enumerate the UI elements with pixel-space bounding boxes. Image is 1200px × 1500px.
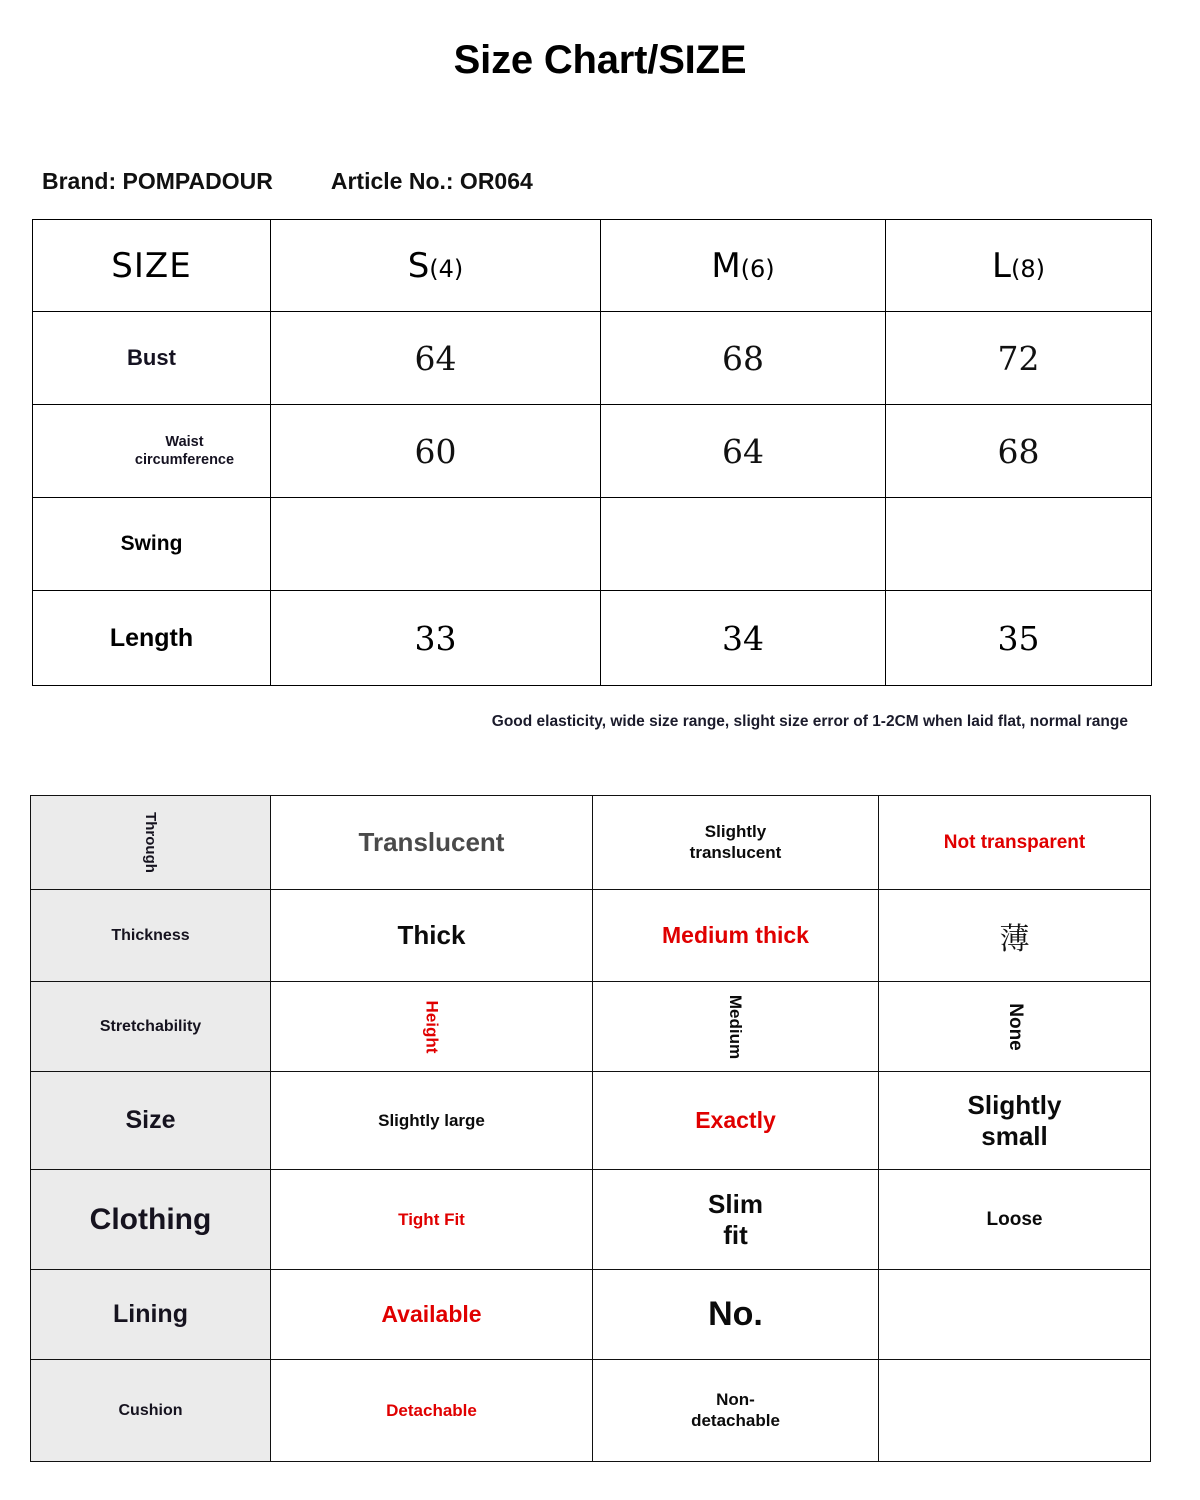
header-size-m xyxy=(601,220,886,312)
table-row-thickness xyxy=(31,890,1151,982)
stretchability-option-3 xyxy=(879,982,1151,1072)
size-s-number: (4) xyxy=(429,254,464,283)
lining-option-2: No. xyxy=(593,1270,879,1360)
waist-value-m: 64 xyxy=(601,405,886,498)
header-size-cell: SIZE xyxy=(33,220,271,312)
row-label-length: Length xyxy=(33,591,271,686)
table-row-lining xyxy=(31,1270,1151,1360)
thickness-option-1: Thick xyxy=(271,890,593,982)
through-option-3: Not transparent xyxy=(879,796,1151,890)
size-l-letter: L xyxy=(992,245,1011,286)
through-option-2-line2: translucent xyxy=(689,842,782,862)
stretchability-option-1 xyxy=(271,982,593,1072)
header-size-l xyxy=(886,220,1152,312)
table-row-cushion xyxy=(31,1360,1151,1462)
cushion-option-2-line1: Non- xyxy=(716,1390,755,1410)
waist-value-s: 60 xyxy=(271,405,601,498)
bust-value-m: 68 xyxy=(601,312,886,405)
size-measurement-table xyxy=(32,219,1152,686)
size-option-3-line1: Slightly xyxy=(967,1089,1062,1120)
waist-value-l: 68 xyxy=(886,405,1152,498)
lining-option-1: Available xyxy=(271,1270,593,1360)
through-option-2 xyxy=(593,796,879,890)
size-option-3 xyxy=(879,1072,1151,1170)
brand-label: Brand: POMPADOUR xyxy=(42,168,273,194)
stretchability-option-3-text: None xyxy=(1004,1002,1026,1051)
stretchability-option-2-text: Medium xyxy=(726,994,746,1059)
elasticity-note: Good elasticity, wide size range, slight size error of 1-2CM when laid flat, normal range xyxy=(491,713,1128,730)
thickness-option-2: Medium thick xyxy=(593,890,879,982)
stretchability-option-2 xyxy=(593,982,879,1072)
length-value-s: 33 xyxy=(271,591,601,686)
length-value-m: 34 xyxy=(601,591,886,686)
clothing-option-2 xyxy=(593,1170,879,1270)
article-number-label: Article No.: OR064 xyxy=(330,168,533,194)
swing-value-l xyxy=(886,498,1152,591)
property-label-lining: Lining xyxy=(31,1270,271,1360)
table-row-through xyxy=(31,796,1151,890)
clothing-option-2-line1: Slim xyxy=(708,1188,763,1219)
row-label-waist-line2: circumference xyxy=(134,452,235,468)
through-option-2-line1: Slightly xyxy=(704,822,767,842)
table-row-length xyxy=(33,591,1152,686)
table-row-stretchability xyxy=(31,982,1151,1072)
table-row-clothing xyxy=(31,1170,1151,1270)
size-m-letter: M xyxy=(711,245,741,286)
row-label-swing: Swing xyxy=(33,498,271,591)
clothing-option-2-line2: fit xyxy=(723,1219,748,1250)
swing-value-s xyxy=(271,498,601,591)
table-row-swing xyxy=(33,498,1152,591)
cushion-option-2-line2: detachable xyxy=(691,1410,780,1430)
cushion-option-1: Detachable xyxy=(271,1360,593,1462)
through-option-1: Translucent xyxy=(271,796,593,890)
table-row-header xyxy=(33,220,1152,312)
property-label-through xyxy=(31,796,271,890)
size-m-number: (6) xyxy=(740,254,775,283)
size-option-3-line2: small xyxy=(981,1120,1048,1151)
bust-value-s: 64 xyxy=(271,312,601,405)
lining-option-3 xyxy=(879,1270,1151,1360)
length-value-l: 35 xyxy=(886,591,1152,686)
row-label-waist xyxy=(33,405,271,498)
table-row-bust xyxy=(33,312,1152,405)
row-label-bust: Bust xyxy=(33,312,271,405)
property-table xyxy=(30,795,1151,1462)
property-label-cushion: Cushion xyxy=(31,1360,271,1462)
page-title: Size Chart/SIZE xyxy=(453,38,747,82)
thickness-option-3: 薄 xyxy=(879,890,1151,982)
swing-value-m xyxy=(601,498,886,591)
table-row-size xyxy=(31,1072,1151,1170)
property-label-clothing: Clothing xyxy=(31,1170,271,1270)
row-label-waist-line1: Waist xyxy=(165,433,204,450)
property-label-size: Size xyxy=(31,1072,271,1170)
clothing-option-3: Loose xyxy=(879,1170,1151,1270)
clothing-option-1: Tight Fit xyxy=(271,1170,593,1270)
stretchability-option-1-text: Height xyxy=(422,1000,442,1053)
size-l-number: (8) xyxy=(1010,254,1045,283)
property-label-through-text: Through xyxy=(141,812,159,873)
size-s-letter: S xyxy=(407,245,430,286)
size-option-1: Slightly large xyxy=(271,1072,593,1170)
property-label-thickness: Thickness xyxy=(31,890,271,982)
size-option-2: Exactly xyxy=(593,1072,879,1170)
cushion-option-2 xyxy=(593,1360,879,1462)
property-label-stretchability: Stretchability xyxy=(31,982,271,1072)
brand-article-line xyxy=(42,168,533,195)
bust-value-l: 72 xyxy=(886,312,1152,405)
cushion-option-3 xyxy=(879,1360,1151,1462)
table-row-waist xyxy=(33,405,1152,498)
header-size-s xyxy=(271,220,601,312)
